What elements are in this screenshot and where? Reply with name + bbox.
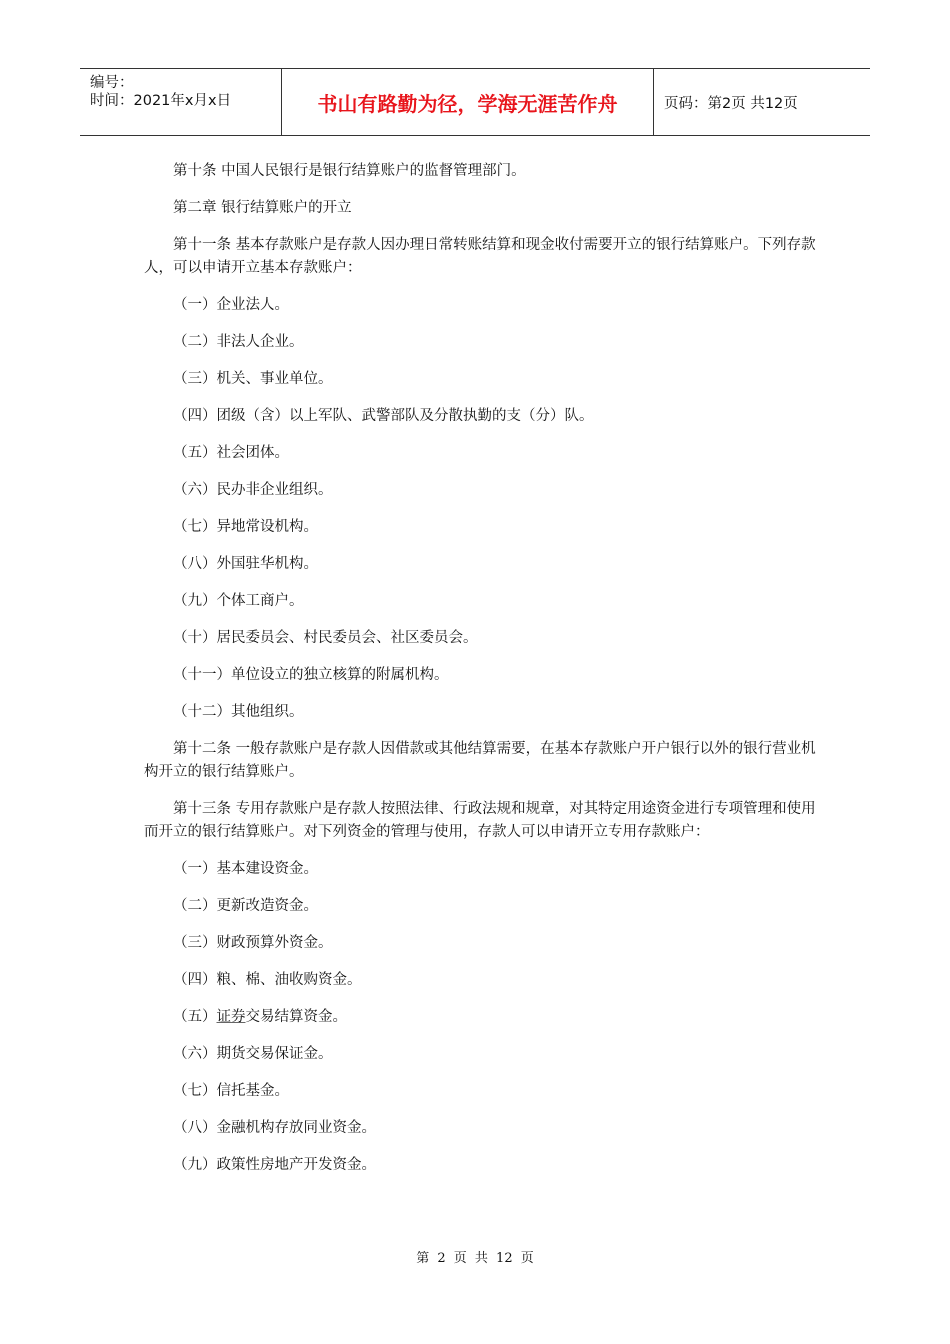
list-item: （九）个体工商户。 bbox=[173, 593, 304, 609]
list-item-rest: 交易结算资金。 bbox=[245, 1009, 347, 1025]
list-item: （十）居民委员会、村民委员会、社区委员会。 bbox=[173, 630, 478, 646]
list-item: （十一）单位设立的独立核算的附属机构。 bbox=[173, 667, 449, 683]
list-item: （八）外国驻华机构。 bbox=[173, 556, 318, 572]
list-item: （四）粮、棉、油收购资金。 bbox=[173, 972, 362, 988]
paragraph: 第十三条 专用存款账户是存款人按照法律、行政法规和规章，对其特定用途资金进行专项管理和使用而开立的银行结算账户。对下列资金的管理与使用，存款人可以申请开立专用存款账户： bbox=[144, 801, 816, 840]
list-item: （三）财政预算外资金。 bbox=[173, 935, 333, 951]
list-item: （六）民办非企业组织。 bbox=[173, 482, 333, 498]
time-label: 时间：2021年x月x日 bbox=[90, 93, 232, 109]
list-item: （二）非法人企业。 bbox=[173, 334, 304, 350]
list-item-prefix: （五） bbox=[173, 1009, 217, 1025]
paragraph: 第十一条 基本存款账户是存款人因办理日常转账结算和现金收付需要开立的银行结算账户。下列存款人，可以申请开立基本存款账户： bbox=[144, 237, 816, 276]
list-item: （五）社会团体。 bbox=[173, 445, 289, 461]
list-item: （一）企业法人。 bbox=[173, 297, 289, 313]
securities-link[interactable]: 证券 bbox=[216, 1009, 246, 1025]
paragraph: 第十条 中国人民银行是银行结算账户的监督管理部门。 bbox=[173, 163, 526, 179]
number-label: 编号： bbox=[90, 75, 134, 91]
header-motto: 书山有路勤为径，学海无涯苦作舟 bbox=[282, 69, 654, 135]
list-item bbox=[144, 1006, 816, 1029]
list-item: （九）政策性房地产开发资金。 bbox=[173, 1157, 376, 1173]
list-item: （七）异地常设机构。 bbox=[173, 519, 318, 535]
list-item: （十二）其他组织。 bbox=[173, 704, 304, 720]
page-footer: 第 2 页 共 12 页 bbox=[416, 1251, 534, 1266]
page-header bbox=[80, 68, 870, 136]
chapter-heading: 第二章 银行结算账户的开立 bbox=[173, 200, 352, 216]
list-item: （二）更新改造资金。 bbox=[173, 898, 318, 914]
list-item: （六）期货交易保证金。 bbox=[173, 1046, 333, 1062]
document-body bbox=[144, 160, 816, 1191]
list-item: （七）信托基金。 bbox=[173, 1083, 289, 1099]
header-page-label: 页码：第2页 共12页 bbox=[664, 95, 798, 112]
list-item: （八）金融机构存放同业资金。 bbox=[173, 1120, 376, 1136]
paragraph: 第十二条 一般存款账户是存款人因借款或其他结算需要，在基本存款账户开户银行以外的银行营业机构开立的银行结算账户。 bbox=[144, 741, 816, 780]
list-item: （三）机关、事业单位。 bbox=[173, 371, 333, 387]
list-item: （四）团级（含）以上军队、武警部队及分散执勤的支（分）队。 bbox=[173, 408, 594, 424]
header-meta bbox=[80, 69, 282, 135]
list-item: （一）基本建设资金。 bbox=[173, 861, 318, 877]
